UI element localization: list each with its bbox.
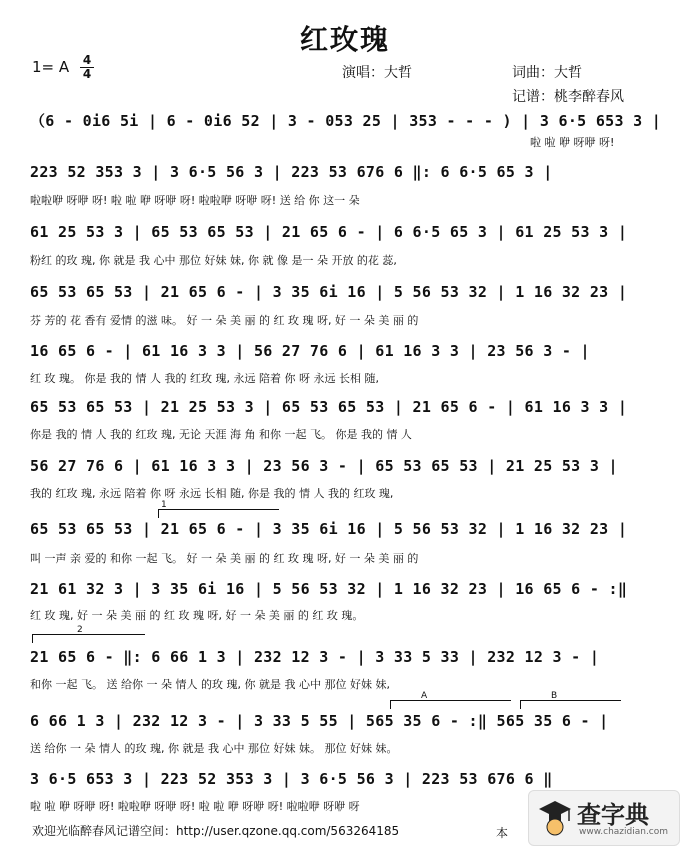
volta-second-ending <box>32 625 145 643</box>
score-row-lyrics: 啦 啦 咿 呀咿 呀! 啦啦咿 呀咿 呀! 啦 啦 咿 呀咿 呀! 啦啦咿 呀咿 呀 <box>30 800 360 813</box>
score-row-notes: 65 53 65 53 | 21 25 53 3 | 65 53 65 53 | 21 65 6 - | 61 16 3 3 | <box>30 398 628 416</box>
score-row-notes: 56 27 76 6 | 61 16 3 3 | 23 56 3 - | 65 53 65 53 | 21 25 53 3 | <box>30 457 618 475</box>
score-row-lyrics: 你是 我的 情 人 我的 红玫 瑰, 无论 天涯 海 角 和你 一起 飞。 你是 我的 情 人 <box>30 428 412 441</box>
logo-name: 查字典 <box>577 800 649 829</box>
score-row-notes: 21 65 6 - ‖: 6 66 1 3 | 232 12 3 - | 3 33 5 33 | 232 12 3 - | <box>30 648 600 666</box>
score-row-lyrics: 红 玫 瑰, 好 一 朵 美 丽 的 红 玫 瑰 呀, 好 一 朵 美 丽 的 红 玫 瑰。 <box>30 609 364 622</box>
time-signature <box>80 55 94 80</box>
score-row-lyrics: 和你 一起 飞。 送 给你 一 朵 情人 的玫 瑰, 你 就是 我 心中 那位 好妹 妹, <box>30 678 390 691</box>
score-row-lyrics: 粉红 的玫 瑰, 你 就是 我 心中 那位 好妹 妹, 你 就 像 是一 朵 开放 的花 蕊, <box>30 254 397 267</box>
transcriber-credit: 记谱：桃李醉春风 <box>512 89 624 105</box>
graduation-cap-icon <box>537 797 573 837</box>
volta-b-ending <box>520 691 621 709</box>
score-row-notes: 3 6·5 653 3 | 223 52 353 3 | 3 6·5 56 3 | 223 53 676 6 ‖ <box>30 770 553 788</box>
footer-ben: 本 <box>496 826 509 840</box>
composer-credit: 词曲：大哲 <box>512 65 582 81</box>
score-row-notes: 6 66 1 3 | 232 12 3 - | 3 33 5 55 | 565 35 6 - :‖ 565 35 6 - | <box>30 712 609 730</box>
score-row-notes: 65 53 65 53 | 21 65 6 - | 3 35 6i 16 | 5 56 53 32 | 1 16 32 23 | <box>30 520 628 538</box>
time-signature-top: 4 <box>82 53 92 67</box>
volta-first-ending <box>158 500 279 518</box>
volta-a-ending <box>390 691 511 709</box>
score-row-notes: （6 - 0i6 5i | 6 - 0i6 52 | 3 - 053 25 | 353 - - - ) | 3 6·5 653 3 | <box>30 112 662 130</box>
footer-note: 欢迎光临醉春风记谱空间：http://user.qzone.qq.com/563264185 <box>32 824 400 838</box>
key-signature: 1= A <box>32 58 70 76</box>
score-row-notes: 16 65 6 - | 61 16 3 3 | 56 27 76 6 | 61 16 3 3 | 23 56 3 - | <box>30 342 590 360</box>
volta-label: A <box>421 691 428 701</box>
volta-label: 1 <box>161 500 167 510</box>
watermark-logo <box>528 790 680 846</box>
volta-label: 2 <box>77 625 83 635</box>
time-signature-bottom: 4 <box>82 67 92 81</box>
score-row-lyrics: 送 给你 一 朵 情人 的玫 瑰, 你 就是 我 心中 那位 好妹 妹。 那位 好妹 妹。 <box>30 742 398 755</box>
score-row-lyrics: 叫 一声 亲 爱的 和你 一起 飞。 好 一 朵 美 丽 的 红 玫 瑰 呀, 好 一 朵 美 丽 的 <box>30 552 419 565</box>
score-row-notes: 65 53 65 53 | 21 65 6 - | 3 35 6i 16 | 5 56 53 32 | 1 16 32 23 | <box>30 283 628 301</box>
score-row-lyrics: 我的 红玫 瑰, 永远 陪着 你 呀 永远 长相 随, 你是 我的 情 人 我的 红玫 瑰, <box>30 487 394 500</box>
score-row-lyrics: 芬 芳的 花 香有 爱情 的滋 味。 好 一 朵 美 丽 的 红 玫 瑰 呀, 好 一 朵 美 丽 的 <box>30 314 419 327</box>
score-row-notes: 61 25 53 3 | 65 53 65 53 | 21 65 6 - | 6 6·5 65 3 | 61 25 53 3 | <box>30 223 628 241</box>
score-row-lyrics: 红 玫 瑰。 你是 我的 情 人 我的 红玫 瑰, 永远 陪着 你 呀 永远 长相 随, <box>30 372 379 385</box>
singer-credit: 演唱：大哲 <box>342 65 412 81</box>
score-row-notes: 223 52 353 3 | 3 6·5 56 3 | 223 53 676 6 ‖: 6 6·5 65 3 | <box>30 163 553 181</box>
song-title: 红玫瑰 <box>299 23 390 56</box>
volta-label: B <box>551 691 558 701</box>
score-row-lyrics: 啦 啦 咿 呀咿 呀! <box>530 136 615 149</box>
logo-url: www.chazidian.com <box>579 827 669 837</box>
score-row-lyrics: 啦啦咿 呀咿 呀! 啦 啦 咿 呀咿 呀! 啦啦咿 呀咿 呀! 送 给 你 这一 朵 <box>30 194 360 207</box>
score-row-notes: 21 61 32 3 | 3 35 6i 16 | 5 56 53 32 | 1 16 32 23 | 16 65 6 - :‖ <box>30 580 628 598</box>
